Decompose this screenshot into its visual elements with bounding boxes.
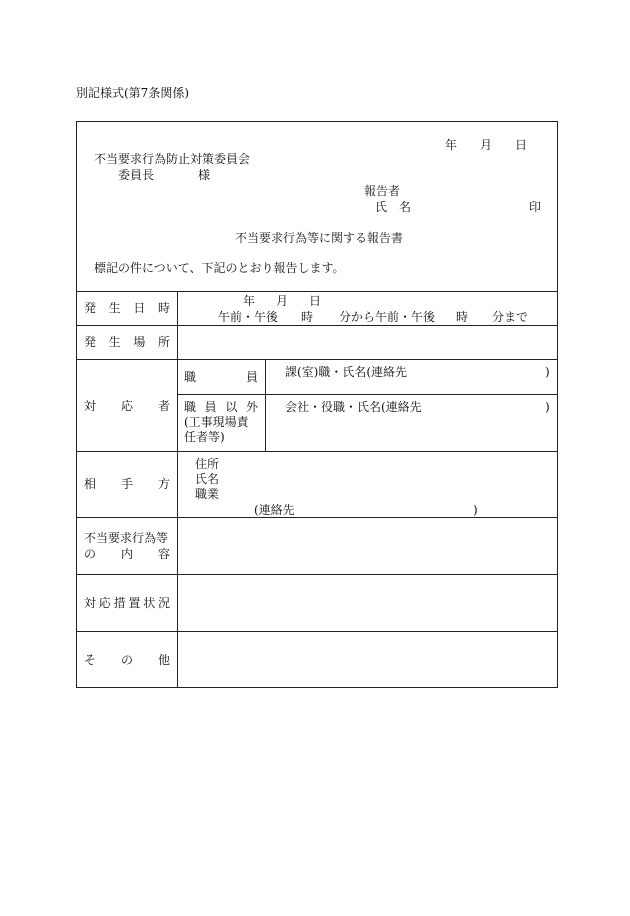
time-part-0: 午前・午後 bbox=[218, 310, 279, 324]
row-label-act-1: 不当要求行為等 bbox=[84, 531, 169, 545]
responder-other-value: 会社・役職・氏名(連絡先 bbox=[285, 400, 422, 414]
rule-after-measures bbox=[76, 631, 558, 632]
report-intro: 標記の件について、下記のとおり報告します。 bbox=[94, 261, 345, 275]
occurrence-day: 日 bbox=[308, 294, 321, 308]
rule-between-responders bbox=[177, 394, 558, 395]
rule-after-responder bbox=[76, 451, 558, 452]
form-reference: 別記様式(第7条関係) bbox=[76, 86, 189, 100]
responder-staff-label: 職 員 bbox=[184, 370, 258, 384]
responder-other-label-2: (工事現場責任者等) bbox=[184, 415, 249, 444]
label-column-divider bbox=[177, 291, 178, 688]
addressee-committee: 不当要求行為防止対策委員会 bbox=[94, 152, 251, 166]
counterpart-name: 氏名 bbox=[195, 472, 220, 486]
addressee-honorific: 様 bbox=[198, 168, 211, 182]
counterpart-contact-close: ) bbox=[473, 503, 478, 517]
reporter-name-label: 氏 名 bbox=[375, 200, 412, 214]
time-part-1: 時 bbox=[301, 310, 314, 324]
row-label-date: 発 生 日 時 bbox=[84, 301, 170, 315]
date-year: 年 bbox=[445, 138, 458, 152]
reporter-seal: 印 bbox=[529, 200, 542, 214]
date-day: 日 bbox=[514, 138, 527, 152]
counterpart-occupation: 職業 bbox=[195, 487, 220, 501]
counterpart-contact: (連絡先 bbox=[254, 503, 295, 517]
responder-other-label-1: 職 員 以 外 bbox=[184, 400, 258, 414]
row-label-other: そ の 他 bbox=[84, 653, 170, 667]
row-label-measures: 対 応 措 置 状 況 bbox=[84, 596, 170, 610]
time-part-3: 時 bbox=[456, 310, 469, 324]
rule-after-header bbox=[76, 291, 558, 292]
occurrence-month: 月 bbox=[275, 294, 288, 308]
occurrence-year: 年 bbox=[243, 294, 256, 308]
occurrence-date bbox=[243, 295, 321, 307]
date-month: 月 bbox=[479, 138, 492, 152]
rule-after-act bbox=[76, 574, 558, 575]
time-part-2: 分から午前・午後 bbox=[339, 310, 436, 324]
counterpart-address: 住所 bbox=[195, 457, 220, 471]
rule-after-place bbox=[76, 359, 558, 360]
date-line bbox=[445, 139, 527, 151]
responder-column-divider bbox=[265, 359, 266, 451]
addressee-chair: 委員長 bbox=[118, 168, 155, 182]
responder-other-close: ) bbox=[545, 400, 550, 414]
rule-after-date bbox=[76, 325, 558, 326]
time-part-4: 分まで bbox=[492, 310, 529, 324]
reporter-label: 報告者 bbox=[364, 184, 401, 198]
responder-staff-close: ) bbox=[545, 365, 550, 379]
report-title: 不当要求行為等に関する報告書 bbox=[235, 231, 404, 245]
row-label-responder: 対 応 者 bbox=[84, 399, 170, 413]
row-label-counterpart: 相 手 方 bbox=[84, 477, 170, 491]
rule-after-counterpart bbox=[76, 517, 558, 518]
responder-staff-value: 課(室)職・氏名(連絡先 bbox=[285, 365, 408, 379]
row-label-place: 発 生 場 所 bbox=[84, 335, 170, 349]
row-label-act-2: の 内 容 bbox=[84, 547, 170, 561]
